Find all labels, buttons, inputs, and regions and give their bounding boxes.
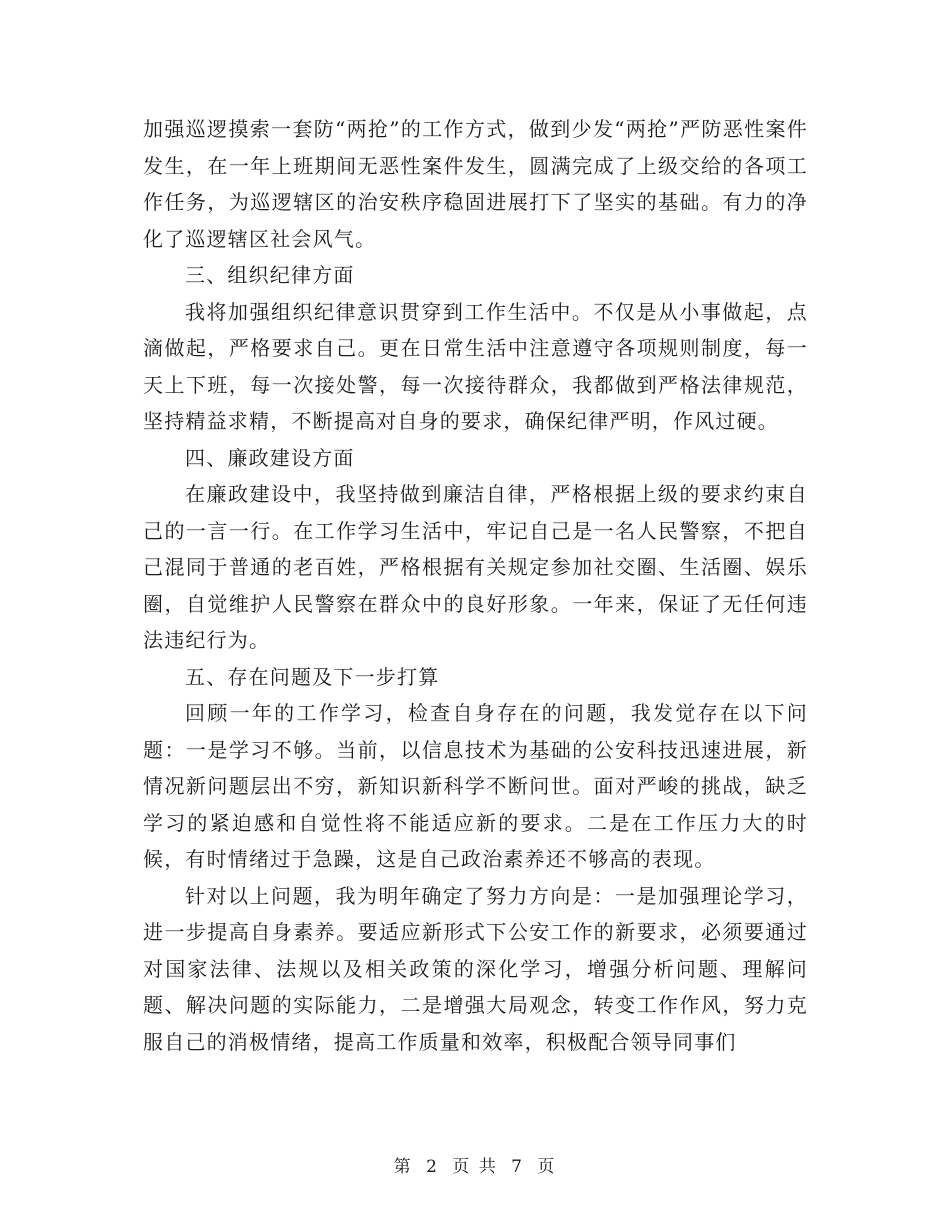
footer-total-pages: 7	[511, 1157, 524, 1177]
footer-prefix: 第	[393, 1157, 413, 1177]
document-body	[143, 111, 808, 1060]
paragraph: 我将加强组织纪律意识贯穿到工作生活中。不仅是从小事做起，点滴做起，严格要求自己。更在日常生活中注意遵守各项规则制度，每一天上下班，每一次接处警，每一次接待群众，我都做到严格法律规范，坚持精益求精，不断提高对自身的要求，确保纪律严明，作风过硬。	[143, 299, 808, 433]
footer-page-number: 2	[426, 1157, 439, 1177]
section-heading: 五、存在问题及下一步打算	[185, 664, 440, 689]
section-heading: 三、组织纪律方面	[185, 263, 355, 287]
paragraph: 加强巡逻摸索一套防“两抢”的工作方式，做到少发“两抢”严防恶性案件发生，在一年上班期间无恶性案件发生，圆满完成了上级交给的各项工作任务，为巡逻辖区的治安秩序稳固进展打下了坚实的基础。有力的净化了巡逻辖区社会风气。	[143, 117, 808, 251]
section-heading: 四、廉政建设方面	[185, 445, 355, 470]
paragraph: 针对以上问题，我为明年确定了努力方向是：一是加强理论学习，进一步提高自身素养。要适应新形式下公安工作的新要求，必须要通过对国家法律、法规以及相关政策的深化学习，增强分析问题、理解问题、解决问题的实际能力，二是增强大局观念，转变工作作风，努力克服自己的消极情绪，提高工作质量和效率，积极配合领导同事们	[143, 883, 808, 1054]
page-footer	[0, 1152, 950, 1177]
footer-middle: 页 共	[452, 1157, 498, 1177]
paragraph: 在廉政建设中，我坚持做到廉洁自律，严格根据上级的要求约束自己的一言一行。在工作学习生活中，牢记自己是一名人民警察，不把自己混同于普通的老百姓，严格根据有关规定参加社交圈、生活圈、娱乐圈，自觉维护人民警察在群众中的良好形象。一年来，保证了无任何违法违纪行为。	[143, 482, 808, 652]
paragraph: 回顾一年的工作学习，检查自身存在的问题，我发觉存在以下问题：一是学习不够。当前，以信息技术为基础的公安科技迅速进展，新情况新问题层出不穷，新知识新科学不断问世。面对严峻的挑战，缺乏学习的紧迫感和自觉性将不能适应新的要求。二是在工作压力大的时候，有时情绪过于急躁，这是自己政治素养还不够高的表现。	[143, 701, 808, 871]
footer-suffix: 页	[537, 1157, 557, 1177]
